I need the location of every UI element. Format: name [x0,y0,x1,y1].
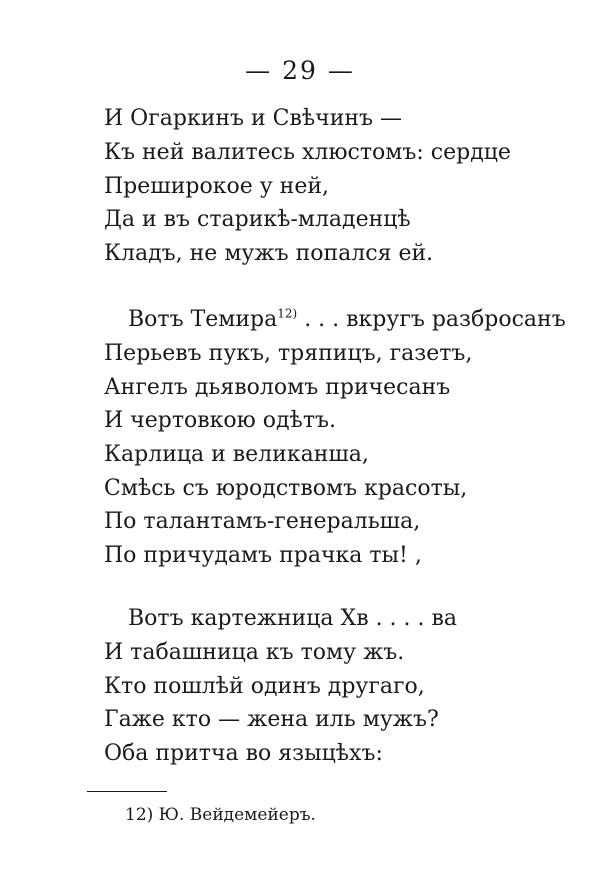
footnote: 12) Ю. Вейдемейеръ. [125,805,316,825]
poem-line: Кладъ, не мужъ попался ей. [104,241,434,266]
poem-line-end: . . . вкругъ разбросанъ [297,307,566,332]
poem-line: Вотъ картежница Хв . . . . ва [128,606,458,631]
poem-line-with-footnote [128,307,566,333]
poem-line: По причудамъ прачка ты! , [104,543,422,568]
poem-line: Преширокое у ней, [104,174,330,199]
footnote-divider [87,791,167,792]
poem-line: Оба притча во языцѣхъ: [104,741,383,766]
poem-line: И чертовкою одѣтъ. [104,408,336,433]
footnote-marker: 12) [277,306,298,321]
poem-line: Перьевъ пукъ, тряпицъ, газетъ, [104,341,473,366]
page-number: — 29 — [245,56,355,85]
poem-line: Да и въ старикѣ-младенцѣ [104,207,411,232]
poem-line: Смѣсь съ юродствомъ красоты, [104,476,468,501]
poem-line-start: Вотъ Темира [128,307,278,332]
poem-line: И табашница къ тому жъ. [104,640,405,665]
poem-line: Гаже кто — жена иль мужъ? [104,707,439,732]
poem-line: И Огаркинъ и Свѣчинъ — [104,106,403,131]
poem-line: Карлица и великанша, [104,442,369,467]
poem-line: Къ ней валитесь хлюстомъ: сердце [104,140,511,165]
poem-line: По талантамъ-генеральша, [104,509,421,534]
poem-line: Кто пошлѣй одинъ другаго, [104,674,425,699]
poem-line: Ангелъ дьяволомъ причесанъ [104,375,451,400]
